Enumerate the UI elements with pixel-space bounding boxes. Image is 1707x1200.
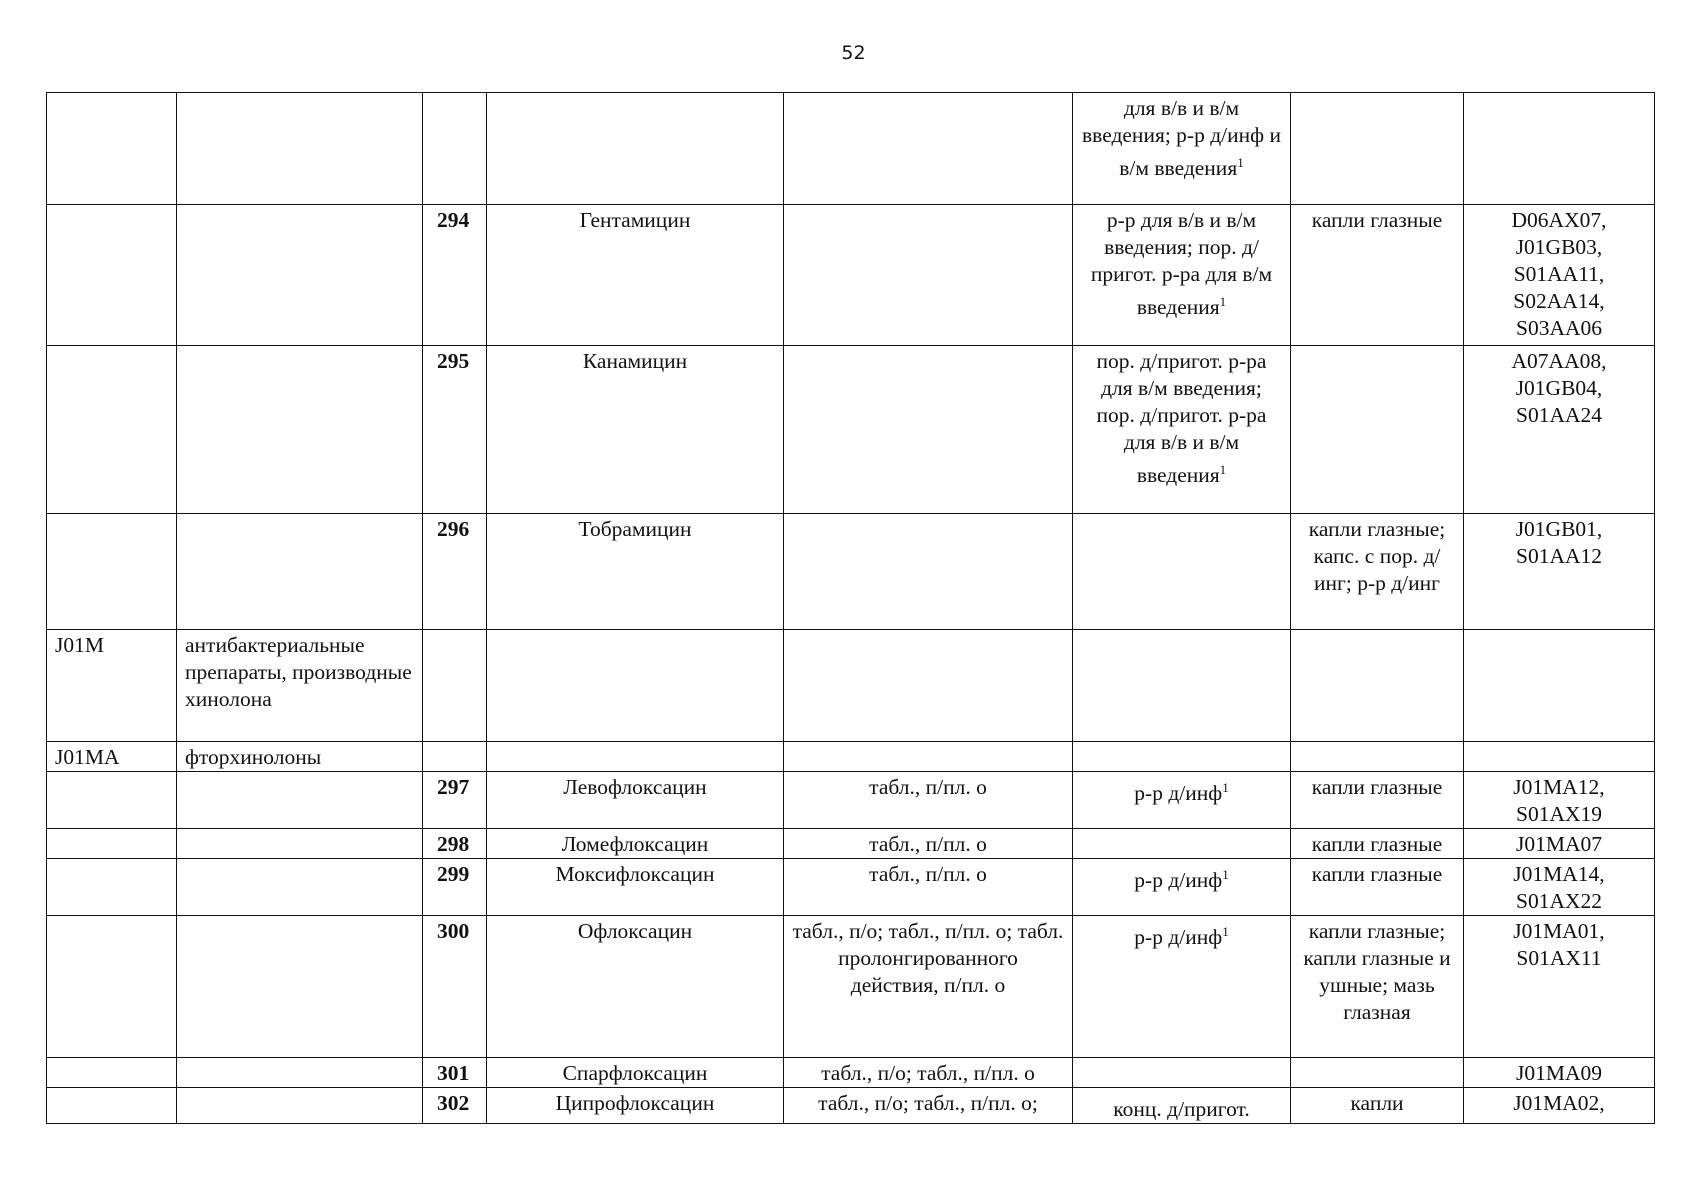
group-name-cell — [177, 205, 423, 346]
oral-form-cell — [784, 346, 1073, 514]
atc-code-line: S03AA06 — [1515, 316, 1602, 340]
atc-code-line: J01GB03, — [1515, 235, 1603, 259]
footnote-marker: 1 — [1222, 924, 1229, 939]
atc-code-line: J01MA12, — [1513, 775, 1605, 799]
item-number-text: 302 — [437, 1091, 470, 1115]
item-number-cell — [423, 346, 487, 514]
atc-code-text: J01M — [55, 633, 104, 657]
atc-code-cell — [47, 630, 177, 742]
atc-codes-cell — [1464, 1058, 1655, 1088]
injection-form-cell — [1073, 772, 1291, 829]
atc-code-line: A07AA08, — [1511, 349, 1607, 373]
atc-code-line: J01MA07 — [1515, 832, 1602, 856]
table-body — [47, 93, 1655, 1124]
oral-form-text: табл., п/пл. о — [869, 832, 987, 856]
footnote-marker: 1 — [1222, 780, 1229, 795]
other-form-cell — [1291, 1058, 1464, 1088]
footnote-marker: 1 — [1237, 155, 1244, 170]
atc-code-line: S02AA14, — [1513, 289, 1605, 313]
drug-name-cell — [487, 205, 784, 346]
injection-form-text: для в/в и в/м введения; р-р д/инф и в/м введения — [1082, 96, 1281, 181]
item-number-cell — [423, 916, 487, 1058]
oral-form-cell — [784, 1088, 1073, 1124]
page-number: 52 — [841, 42, 866, 64]
item-number-cell — [423, 630, 487, 742]
group-name-cell — [177, 916, 423, 1058]
drug-name-cell — [487, 514, 784, 630]
injection-form-cell — [1073, 205, 1291, 346]
drug-name-cell — [487, 829, 784, 859]
oral-form-cell — [784, 205, 1073, 346]
other-form-cell — [1291, 346, 1464, 514]
injection-form-cell — [1073, 1058, 1291, 1088]
drug-name-cell — [487, 916, 784, 1058]
atc-code-line: J01GB01, — [1515, 517, 1603, 541]
item-number-cell — [423, 742, 487, 772]
injection-form-cell — [1073, 829, 1291, 859]
item-number-text: 296 — [437, 517, 470, 541]
drug-name-cell — [487, 1088, 784, 1124]
atc-codes-cell — [1464, 630, 1655, 742]
other-form-cell — [1291, 205, 1464, 346]
atc-code-cell — [47, 514, 177, 630]
injection-form-text: пор. д/пригот. р-ра для в/м введения; пор. д/пригот. р-ра для в/в и в/м введения — [1096, 349, 1267, 488]
other-form-cell — [1291, 742, 1464, 772]
oral-form-text: табл., п/пл. о — [869, 862, 987, 886]
other-form-text: капли глазные — [1311, 832, 1443, 856]
oral-form-cell — [784, 829, 1073, 859]
oral-form-text: табл., п/пл. о — [869, 775, 987, 799]
drug-table — [46, 92, 1655, 1124]
injection-form-cell — [1073, 630, 1291, 742]
table-row — [47, 205, 1655, 346]
item-number-text: 299 — [437, 862, 470, 886]
atc-code-cell — [47, 1088, 177, 1124]
oral-form-text: табл., п/о; табл., п/пл. о; — [818, 1091, 1038, 1115]
atc-code-cell — [47, 829, 177, 859]
item-number-cell — [423, 859, 487, 916]
drug-name-cell — [487, 742, 784, 772]
other-form-cell — [1291, 916, 1464, 1058]
group-name-cell — [177, 1058, 423, 1088]
oral-form-cell — [784, 93, 1073, 205]
other-form-text: капли глазные — [1311, 208, 1443, 232]
injection-form-cell — [1073, 346, 1291, 514]
table-row — [47, 1088, 1655, 1124]
other-form-text: капли глазные — [1311, 775, 1443, 799]
item-number-text: 294 — [437, 208, 470, 232]
atc-code-line: S01AA24 — [1515, 403, 1602, 427]
injection-form-text: р-р д/инф — [1134, 925, 1223, 950]
other-form-text: капли глазные; капс. с пор. д/инг; р-р д/инг — [1308, 517, 1446, 595]
item-number-text: 297 — [437, 775, 470, 799]
other-form-cell — [1291, 514, 1464, 630]
table-row — [47, 742, 1655, 772]
drug-name-text: Ципрофлоксацин — [555, 1091, 715, 1115]
item-number-cell — [423, 1088, 487, 1124]
atc-code-line: J01MA14, — [1513, 862, 1605, 886]
atc-code-cell — [47, 742, 177, 772]
atc-code-line: S01AX11 — [1516, 946, 1602, 970]
drug-name-text: Спарфлоксацин — [562, 1061, 708, 1085]
atc-codes-cell — [1464, 1088, 1655, 1124]
injection-form-text: р-р д/инф — [1134, 781, 1223, 806]
atc-code-text: J01MA — [55, 745, 120, 769]
drug-name-text: Левофлоксацин — [563, 775, 707, 799]
item-number-cell — [423, 1058, 487, 1088]
other-form-cell — [1291, 1088, 1464, 1124]
footnote-marker: 1 — [1222, 867, 1229, 882]
atc-codes-cell — [1464, 514, 1655, 630]
table-row — [47, 630, 1655, 742]
atc-codes-cell — [1464, 742, 1655, 772]
oral-form-cell — [784, 742, 1073, 772]
group-name-text: фторхинолоны — [185, 745, 322, 769]
table-row — [47, 829, 1655, 859]
atc-code-cell — [47, 93, 177, 205]
group-name-cell — [177, 630, 423, 742]
atc-code-line: J01GB04, — [1515, 376, 1603, 400]
table-row — [47, 93, 1655, 205]
injection-form-text: р-р для в/в и в/м введения; пор. д/пригот. р-ра для в/м введения — [1090, 208, 1273, 320]
other-form-cell — [1291, 859, 1464, 916]
item-number-cell — [423, 772, 487, 829]
table-row — [47, 859, 1655, 916]
oral-form-text: табл., п/о; табл., п/пл. о; табл. пролонгированного действия, п/пл. о — [792, 919, 1064, 997]
drug-name-cell — [487, 859, 784, 916]
drug-name-text: Тобрамицин — [578, 517, 692, 541]
injection-form-cell — [1073, 93, 1291, 205]
atc-codes-cell — [1464, 205, 1655, 346]
footnote-marker: 1 — [1219, 294, 1227, 309]
group-name-cell — [177, 93, 423, 205]
item-number-text: 301 — [437, 1061, 470, 1085]
oral-form-cell — [784, 916, 1073, 1058]
atc-codes-cell — [1464, 916, 1655, 1058]
atc-code-cell — [47, 772, 177, 829]
group-name-cell — [177, 772, 423, 829]
injection-form-cell — [1073, 1088, 1291, 1124]
injection-form-text: конц. д/пригот. — [1113, 1097, 1250, 1122]
atc-code-line: J01MA02, — [1513, 1091, 1605, 1115]
table-row — [47, 772, 1655, 829]
item-number-cell — [423, 514, 487, 630]
group-name-text: антибактериальные препараты, производные хинолона — [185, 633, 412, 711]
oral-form-cell — [784, 1058, 1073, 1088]
atc-code-cell — [47, 1058, 177, 1088]
drug-name-text: Ломефлоксацин — [561, 832, 709, 856]
atc-code-line: S01AA11, — [1513, 262, 1605, 286]
group-name-cell — [177, 514, 423, 630]
item-number-text: 300 — [437, 919, 470, 943]
injection-form-cell — [1073, 916, 1291, 1058]
other-form-cell — [1291, 93, 1464, 205]
drug-name-text: Канамицин — [582, 349, 688, 373]
table-row — [47, 916, 1655, 1058]
other-form-text: капли глазные — [1311, 862, 1443, 886]
injection-form-text: р-р д/инф — [1134, 868, 1223, 893]
item-number-text: 298 — [437, 832, 470, 856]
item-number-text: 295 — [437, 349, 470, 373]
atc-code-cell — [47, 205, 177, 346]
oral-form-text: табл., п/о; табл., п/пл. о — [821, 1061, 1035, 1085]
injection-form-cell — [1073, 742, 1291, 772]
injection-form-cell — [1073, 859, 1291, 916]
atc-code-line: J01MA01, — [1513, 919, 1605, 943]
atc-code-line: S01AX22 — [1515, 889, 1602, 913]
group-name-cell — [177, 742, 423, 772]
drug-name-cell — [487, 772, 784, 829]
table-row — [47, 346, 1655, 514]
atc-codes-cell — [1464, 346, 1655, 514]
oral-form-cell — [784, 630, 1073, 742]
injection-form-cell — [1073, 514, 1291, 630]
drug-name-text: Офлоксацин — [577, 919, 693, 943]
atc-code-line: S01AA12 — [1515, 544, 1602, 568]
atc-code-cell — [47, 859, 177, 916]
group-name-cell — [177, 346, 423, 514]
other-form-text: капли — [1350, 1091, 1404, 1115]
atc-codes-cell — [1464, 829, 1655, 859]
oral-form-cell — [784, 514, 1073, 630]
drug-name-cell — [487, 93, 784, 205]
drug-name-text: Гентамицин — [579, 208, 691, 232]
other-form-text: капли глазные; капли глазные и ушные; мазь глазная — [1303, 919, 1451, 1024]
table-row — [47, 514, 1655, 630]
drug-name-cell — [487, 1058, 784, 1088]
footnote-marker: 1 — [1219, 462, 1227, 477]
oral-form-cell — [784, 772, 1073, 829]
item-number-cell — [423, 829, 487, 859]
group-name-cell — [177, 859, 423, 916]
item-number-cell — [423, 205, 487, 346]
atc-codes-cell — [1464, 93, 1655, 205]
group-name-cell — [177, 829, 423, 859]
atc-code-cell — [47, 916, 177, 1058]
item-number-cell — [423, 93, 487, 205]
drug-name-cell — [487, 346, 784, 514]
atc-codes-cell — [1464, 772, 1655, 829]
atc-codes-cell — [1464, 859, 1655, 916]
drug-name-text: Моксифлоксацин — [555, 862, 715, 886]
other-form-cell — [1291, 630, 1464, 742]
other-form-cell — [1291, 772, 1464, 829]
oral-form-cell — [784, 859, 1073, 916]
atc-code-line: S01AX19 — [1515, 802, 1602, 826]
atc-code-line: J01MA09 — [1515, 1061, 1602, 1085]
atc-code-line: D06AX07, — [1511, 208, 1607, 232]
group-name-cell — [177, 1088, 423, 1124]
other-form-cell — [1291, 829, 1464, 859]
atc-code-cell — [47, 346, 177, 514]
drug-name-cell — [487, 630, 784, 742]
table-row — [47, 1058, 1655, 1088]
